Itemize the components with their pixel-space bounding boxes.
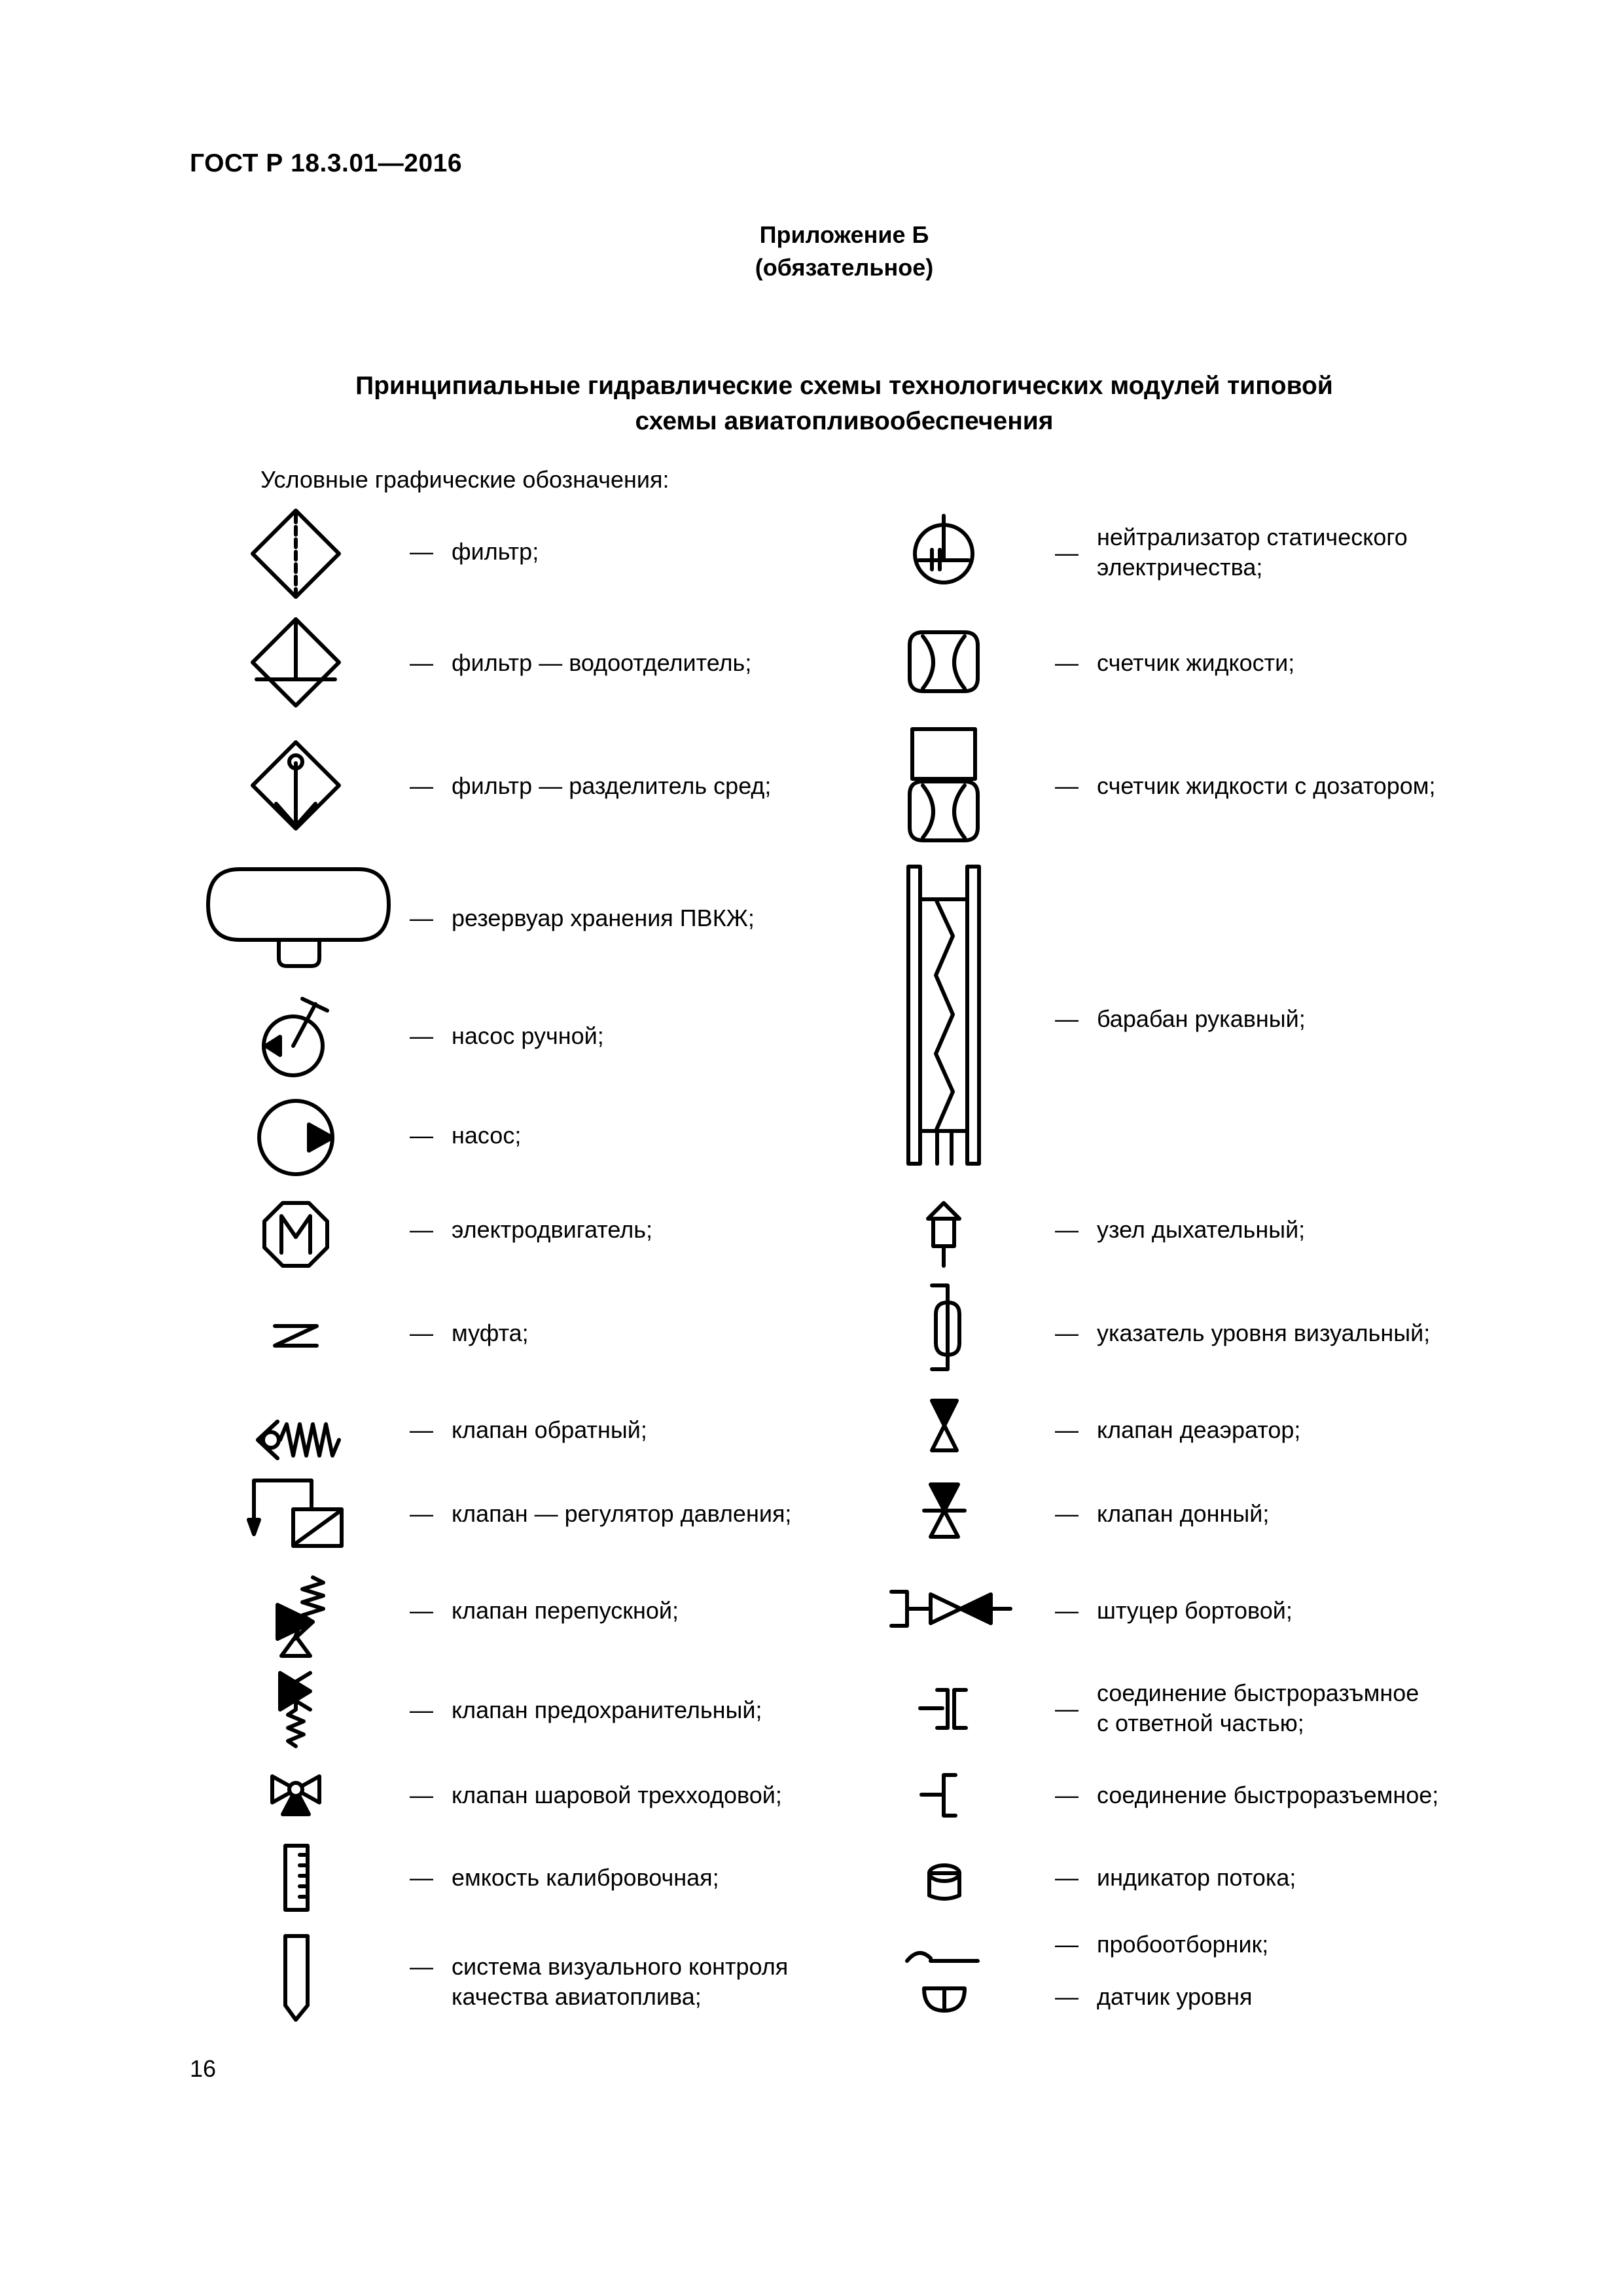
legend-dash: — [1055, 1319, 1079, 1346]
legend-label-storage-tank: резервуар хранения ПВКЖ; [452, 905, 755, 931]
page-title-line-1: Принципиальные гидравлические схемы технологических модулей типовой [355, 372, 1333, 400]
legend-label-pump: насос; [452, 1122, 522, 1149]
legend-dash: — [1055, 1931, 1079, 1958]
calibration-vessel-icon [285, 1846, 308, 1910]
breather-icon [928, 1203, 959, 1266]
legend-dash: — [1055, 772, 1079, 799]
annex-status: (обязательное) [755, 254, 934, 281]
legend-label-bottom-valve: клапан донный; [1097, 1500, 1270, 1527]
page-title-line-2: схемы авиатопливообеспечения [635, 407, 1054, 435]
filter-water-separator-icon [253, 619, 339, 706]
legend-label-electric-motor: электродвигатель; [452, 1216, 652, 1243]
legend-dash: — [1055, 1983, 1079, 2010]
legend-label-visual-control: система визуального контроля [452, 1953, 789, 1980]
legend-dash: — [1055, 649, 1079, 676]
safety-valve-icon [280, 1673, 310, 1746]
legend-dash: — [410, 1782, 433, 1808]
legend-dash: — [1055, 1216, 1079, 1243]
bottom-valve-icon [924, 1484, 965, 1537]
legend-intro: Условные графические обозначения: [260, 466, 669, 493]
flow-meter-dispenser-icon [910, 729, 978, 840]
legend-dash: — [1055, 1500, 1079, 1527]
standard-number: ГОСТ Р 18.3.01—2016 [190, 149, 463, 177]
legend-label-level-sensor: датчик уровня [1097, 1983, 1253, 2010]
legend-label-board-nozzle: штуцер бортовой; [1097, 1597, 1293, 1624]
legend-dash: — [1055, 1695, 1079, 1722]
legend-dash: — [1055, 1597, 1079, 1624]
legend-label-flow-indicator: индикатор потока; [1097, 1864, 1296, 1891]
legend-dash: — [1055, 1416, 1079, 1443]
pump-icon [259, 1101, 332, 1174]
static-neutralizer-icon [915, 516, 972, 583]
legend-label-calibration-vessel: емкость калибровочная; [452, 1864, 719, 1891]
legend-label-static-neutralizer-line2: электричества; [1097, 554, 1263, 581]
legend-label-filter: фильтр; [452, 538, 539, 565]
legend-label-visual-control-line2: качества авиатоплива; [452, 1983, 702, 2010]
level-gauge-icon [932, 1285, 959, 1369]
filter-icon [253, 511, 339, 597]
pressure-regulator-valve-icon [249, 1480, 342, 1546]
legend-dash: — [410, 1864, 433, 1891]
legend-dash: — [1055, 1005, 1079, 1032]
quick-coupling-icon [921, 1775, 955, 1816]
legend-label-coupling: муфта; [452, 1319, 529, 1346]
filter-media-separator-icon [253, 742, 339, 829]
legend-label-pressure-regulator: клапан — регулятор давления; [452, 1500, 792, 1527]
legend-label-deaerator: клапан деаэратор; [1097, 1416, 1301, 1443]
legend-dash: — [410, 905, 433, 931]
legend-dash: — [1055, 1782, 1079, 1808]
legend-label-hand-pump: насос ручной; [452, 1022, 604, 1049]
legend-label-breather: узел дыхательный; [1097, 1216, 1306, 1243]
legend-dash: — [410, 1597, 433, 1624]
legend-dash: — [410, 1500, 433, 1527]
legend-label-safety-valve: клапан предохранительный; [452, 1696, 762, 1723]
legend-label-three-way-valve: клапан шаровой трехходовой; [452, 1782, 782, 1808]
legend-dash: — [1055, 1864, 1079, 1891]
electric-motor-icon [264, 1203, 327, 1266]
legend-dash: — [410, 649, 433, 676]
legend-dash: — [410, 1216, 433, 1243]
legend-dash: — [1055, 539, 1079, 566]
coupling-icon [275, 1326, 317, 1346]
legend-dash: — [410, 772, 433, 799]
flow-indicator-icon [929, 1865, 959, 1899]
page-number: 16 [190, 2055, 217, 2082]
check-valve-icon [258, 1422, 339, 1458]
legend-dash: — [410, 1953, 433, 1980]
legend-label-level-gauge: указатель уровня визуальный; [1097, 1319, 1431, 1346]
legend-label-check-valve: клапан обратный; [452, 1416, 647, 1443]
legend-dash: — [410, 1319, 433, 1346]
legend-dash: — [410, 538, 433, 565]
sampler-icon [907, 1953, 978, 1961]
flow-meter-icon [910, 632, 978, 691]
legend-label-filter-water-separator: фильтр — водоотделитель; [452, 649, 752, 676]
legend-label-filter-media-separator: фильтр — разделитель сред; [452, 772, 772, 799]
hand-pump-icon [264, 999, 327, 1075]
legend-label-flow-meter: счетчик жидкости; [1097, 649, 1295, 676]
legend-label-static-neutralizer: нейтрализатор статического [1097, 524, 1408, 550]
legend-label-sampler: пробоотборник; [1097, 1931, 1269, 1958]
annex-title: Приложение Б [759, 221, 929, 248]
legend-label-quick-coupling-mated-line2: с ответной частью; [1097, 1710, 1304, 1736]
legend-label-quick-coupling-mated: соединение быстроразъмное [1097, 1679, 1419, 1706]
board-nozzle-icon [891, 1592, 1010, 1626]
bypass-valve-icon [277, 1577, 323, 1656]
legend-dash: — [410, 1416, 433, 1443]
quick-coupling-mated-icon [920, 1690, 966, 1728]
legend-label-quick-coupling: соединение быстроразъемное; [1097, 1782, 1439, 1808]
deaerator-valve-icon [932, 1401, 957, 1450]
legend-label-flow-meter-dispenser: счетчик жидкости с дозатором; [1097, 772, 1436, 799]
legend-label-bypass-valve: клапан перепускной; [452, 1597, 679, 1624]
legend-dash: — [410, 1696, 433, 1723]
storage-tank-icon [208, 869, 389, 966]
visual-quality-control-icon [285, 1936, 308, 2020]
legend-dash: — [410, 1122, 433, 1149]
legend-label-hose-reel: барабан рукавный; [1097, 1005, 1306, 1032]
three-way-ball-valve-icon [272, 1776, 319, 1814]
level-sensor-icon [924, 1988, 965, 2011]
hose-reel-icon [908, 867, 979, 1164]
legend-dash: — [410, 1022, 433, 1049]
